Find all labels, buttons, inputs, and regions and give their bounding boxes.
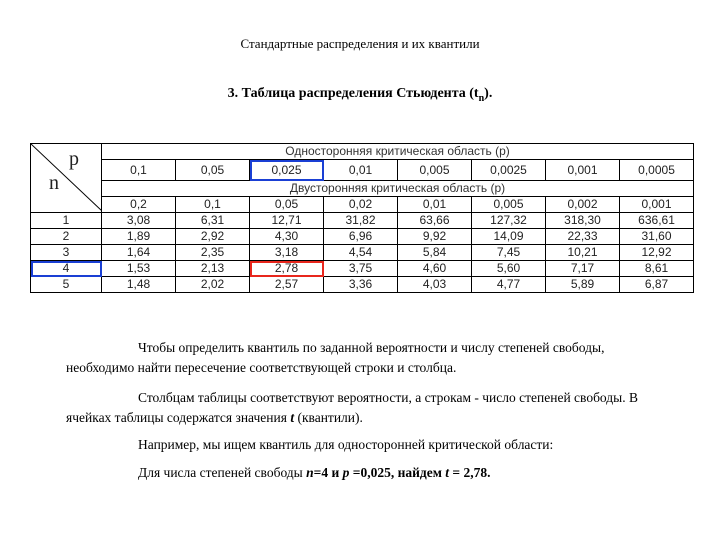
paragraph-3 [66, 435, 666, 455]
corner-diagonal [31, 144, 102, 211]
value-cell: 9,92 [398, 229, 472, 245]
value-cell: 2,02 [176, 277, 250, 293]
value-cell: 4,30 [250, 229, 324, 245]
one-sided-p-cell: 0,1 [102, 160, 176, 181]
paragraph-4-text-d: = 2,78. [449, 465, 491, 480]
two-sided-p-cell: 0,1 [176, 197, 250, 213]
student-t-table [30, 143, 694, 293]
value-cell: 12,92 [620, 245, 694, 261]
table-row [31, 261, 694, 277]
value-cell: 4,54 [324, 245, 398, 261]
value-cell: 3,75 [324, 261, 398, 277]
value-cell: 5,60 [472, 261, 546, 277]
paragraph-4-text-c: =0,025, найдем [349, 465, 446, 480]
table-title [0, 86, 720, 104]
row-n-cell: 3 [31, 245, 102, 261]
paragraph-4-text-a: Для числа степеней свободы [138, 465, 307, 480]
corner-p-label: p [69, 148, 79, 170]
one-sided-p-cell: 0,0025 [472, 160, 546, 181]
one-sided-p-cell-highlighted: 0,025 [250, 160, 324, 181]
two-sided-p-cell: 0,01 [398, 197, 472, 213]
value-cell: 8,61 [620, 261, 694, 277]
value-cell: 1,89 [102, 229, 176, 245]
row-n-cell: 5 [31, 277, 102, 293]
value-cell: 2,35 [176, 245, 250, 261]
title-subscript: n [478, 92, 485, 104]
value-cell: 127,32 [472, 213, 546, 229]
value-cell: 4,03 [398, 277, 472, 293]
two-sided-p-cell: 0,2 [102, 197, 176, 213]
value-cell: 6,96 [324, 229, 398, 245]
value-cell: 31,82 [324, 213, 398, 229]
value-cell: 2,57 [250, 277, 324, 293]
table-row [31, 245, 694, 261]
paragraph-2-text-a: Столбцам таблицы соответствуют вероятности, а строкам - число степеней свободы. В ячейках таблицы содержатся значения [66, 390, 638, 425]
one-sided-p-cell: 0,05 [176, 160, 250, 181]
one-sided-caption: Односторонняя критическая область (p) [102, 144, 694, 160]
value-cell: 14,09 [472, 229, 546, 245]
value-cell: 6,31 [176, 213, 250, 229]
value-cell: 7,17 [546, 261, 620, 277]
paragraph-4-text-b: =4 и [313, 465, 343, 480]
value-cell-highlighted: 2,78 [250, 261, 324, 277]
value-cell: 2,92 [176, 229, 250, 245]
paragraph-2-text-b: (квантили). [294, 410, 363, 425]
two-sided-caption: Двусторонняя критическая область (p) [102, 181, 694, 197]
table-corner-cell [31, 144, 102, 213]
one-sided-p-cell: 0,005 [398, 160, 472, 181]
table-row [31, 213, 694, 229]
value-cell: 5,89 [546, 277, 620, 293]
value-cell: 4,60 [398, 261, 472, 277]
two-sided-p-cell: 0,001 [620, 197, 694, 213]
one-sided-p-cell: 0,0005 [620, 160, 694, 181]
paragraph-4-n: n [306, 465, 314, 480]
value-cell: 3,36 [324, 277, 398, 293]
value-cell: 1,53 [102, 261, 176, 277]
one-sided-p-cell: 0,001 [546, 160, 620, 181]
corner-n-label: n [49, 172, 59, 194]
paragraph-2-t: t [290, 410, 295, 425]
paragraph-4-p: p [342, 465, 350, 480]
row-n-cell-highlighted: 4 [31, 261, 102, 277]
title-tail: ). [484, 86, 493, 101]
value-cell: 22,33 [546, 229, 620, 245]
paragraph-2 [66, 388, 666, 428]
row-n-cell: 2 [31, 229, 102, 245]
value-cell: 31,60 [620, 229, 694, 245]
two-sided-p-cell: 0,002 [546, 197, 620, 213]
two-sided-p-cell: 0,02 [324, 197, 398, 213]
value-cell: 4,77 [472, 277, 546, 293]
value-cell: 1,48 [102, 277, 176, 293]
value-cell: 6,87 [620, 277, 694, 293]
row-n-cell: 1 [31, 213, 102, 229]
table-row [31, 277, 694, 293]
value-cell: 7,45 [472, 245, 546, 261]
two-sided-p-cell: 0,05 [250, 197, 324, 213]
one-sided-p-cell: 0,01 [324, 160, 398, 181]
paragraph-1 [66, 338, 666, 378]
paragraph-1-text: Чтобы определить квантиль по заданной вероятности и числу степеней свободы, необходимо найти пересечение соответствующей строки и столбца. [66, 340, 605, 375]
two-sided-p-cell: 0,005 [472, 197, 546, 213]
title-main: 3. Таблица распределения Стьюдента (t [227, 86, 479, 101]
value-cell: 1,64 [102, 245, 176, 261]
value-cell: 636,61 [620, 213, 694, 229]
value-cell: 5,84 [398, 245, 472, 261]
value-cell: 63,66 [398, 213, 472, 229]
value-cell: 12,71 [250, 213, 324, 229]
paragraph-4 [66, 463, 666, 483]
value-cell: 10,21 [546, 245, 620, 261]
slide-header: Стандартные распределения и их квантили [240, 36, 480, 51]
value-cell: 3,18 [250, 245, 324, 261]
paragraph-4-t: t [445, 465, 450, 480]
value-cell: 2,13 [176, 261, 250, 277]
table-row [31, 229, 694, 245]
paragraph-3-text: Например, мы ищем квантиль для односторонней критической области: [138, 437, 554, 452]
value-cell: 318,30 [546, 213, 620, 229]
value-cell: 3,08 [102, 213, 176, 229]
